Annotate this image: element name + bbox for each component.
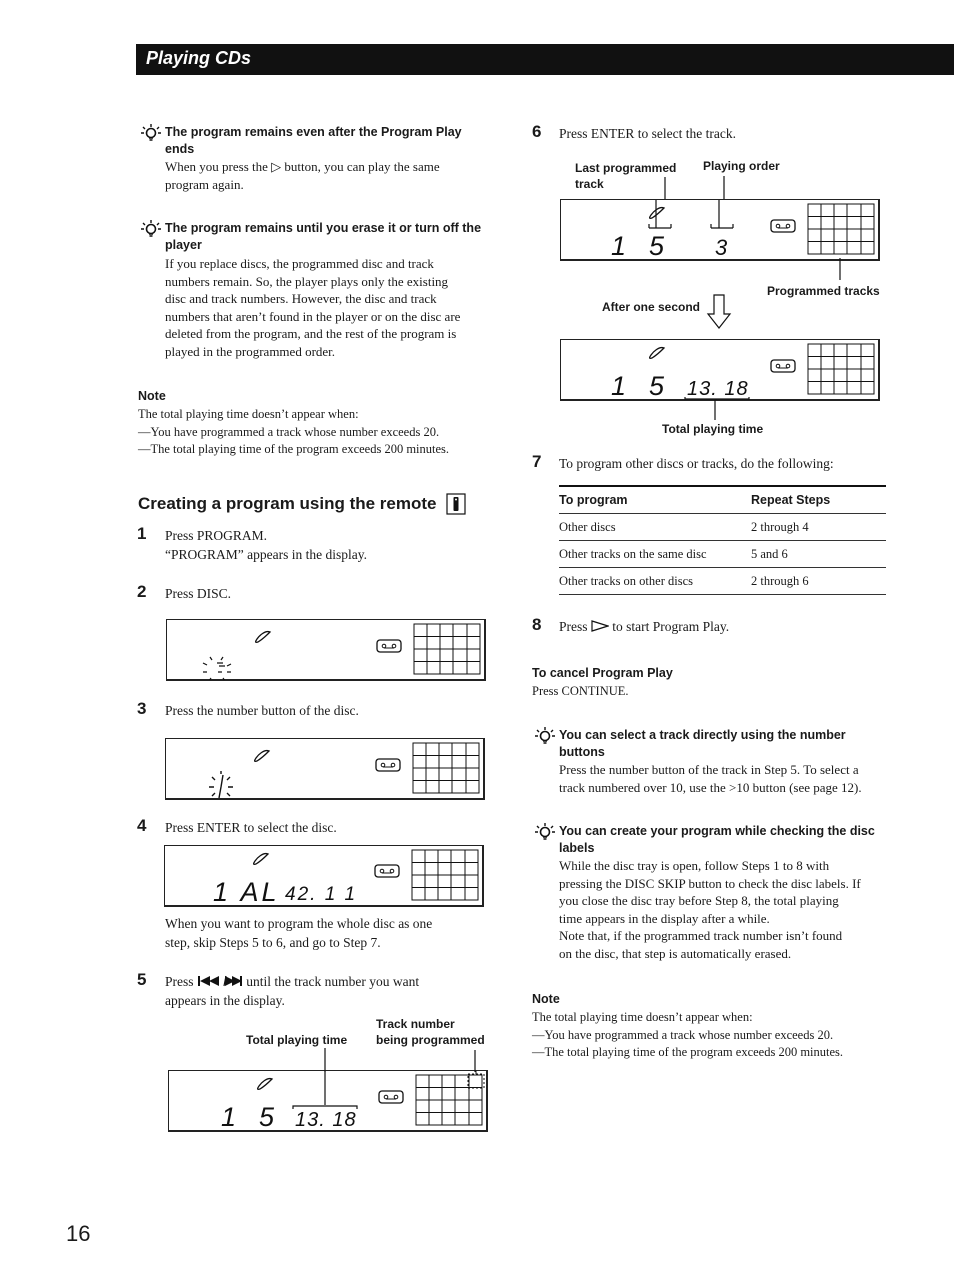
tip-body: Press the number button of the track in Step 5. To select a track numbered over 10, use the >10 button (see page 12). [559, 762, 862, 795]
callout-line [663, 177, 667, 201]
label-playing-order: Playing order [703, 159, 780, 173]
lcd-disc-digit: 1 [221, 1102, 237, 1131]
cancel-text: Press CONTINUE. [532, 684, 629, 698]
lcd-disc-digit: 1 [611, 371, 627, 400]
blinking-digit-icon [203, 657, 231, 680]
step-text: Press until the track number you want appears in the display. [165, 974, 420, 1008]
arrow-down-icon [706, 294, 732, 330]
note-title: Note [532, 992, 560, 1006]
music-calendar-grid [413, 743, 479, 793]
lcd-time-text: 13. 18 [295, 1109, 357, 1131]
step-number: 6 [532, 122, 542, 141]
tape-indicator-icon [771, 360, 795, 372]
step-number: 2 [137, 582, 147, 601]
tape-indicator-icon [771, 220, 795, 232]
table-cell: Other tracks on the same disc [559, 541, 751, 568]
hint-lightbulb-icon [140, 122, 162, 144]
lcd-track-digit: 5 [649, 231, 665, 260]
note-body: The total playing time doesn’t appear when: —You have programmed a track whose number exceeds 20. —The total playing time of the program exceeds 200 minutes. [138, 407, 450, 457]
table-cell: Other tracks on other discs [559, 568, 751, 595]
table-cell: Other discs [559, 514, 751, 541]
step-number: 7 [532, 452, 542, 471]
hint-lightbulb-icon [140, 218, 162, 240]
step-number: 8 [532, 615, 542, 634]
disc-indicator-icon [650, 348, 664, 359]
label-total-playing-time: Total playing time [246, 1033, 348, 1047]
step-text: To program other discs or tracks, do the following: [559, 456, 834, 471]
section-header-bar [136, 44, 954, 75]
section-header-title: Playing CDs [146, 48, 252, 68]
table-cell: 2 through 6 [751, 568, 886, 595]
label-total-playing-time: Total playing time [662, 422, 764, 436]
table-row [559, 514, 886, 541]
table-row [559, 541, 886, 568]
lcd-track-digit: 5 [259, 1102, 275, 1131]
tape-indicator-icon [377, 640, 401, 652]
table-header-cell: To program [559, 486, 751, 514]
lcd-disc-digit: 1 [611, 231, 627, 260]
disc-indicator-icon [650, 208, 664, 219]
step-text: Press ENTER to select the disc. [165, 820, 337, 835]
program-steps-table [559, 485, 886, 595]
music-calendar-grid [416, 1071, 484, 1125]
lcd-display-disc-number [165, 738, 485, 800]
lcd-track-digit: 5 [649, 371, 665, 400]
step-note: When you want to program the whole disc as one step, skip Steps 5 to 6, and go to Step 7. [165, 916, 433, 950]
hint-lightbulb-icon [534, 821, 556, 843]
table-cell: 2 through 4 [751, 514, 886, 541]
callout-line [293, 1071, 357, 1109]
music-calendar-grid [808, 204, 874, 254]
callout-line [838, 258, 842, 280]
remote-control-icon [446, 493, 466, 515]
label-track-number: Track number being programmed [376, 1017, 485, 1047]
note-title: Note [138, 389, 166, 403]
disc-indicator-icon [254, 854, 268, 865]
lcd-order-digit: 3 [715, 235, 728, 260]
skip-prev-next-icon [197, 975, 243, 987]
lcd-display-track [168, 1070, 488, 1132]
lcd-display-whole-disc [164, 845, 484, 907]
table-header-cell: Repeat Steps [751, 486, 886, 514]
step-number: 3 [137, 699, 147, 718]
callout-line [713, 400, 717, 420]
tape-indicator-icon [379, 1091, 403, 1103]
lcd-display-playing-order [560, 199, 880, 261]
tip-title: You can create your program while checking the disc labels [559, 824, 875, 855]
step-text: Press ENTER to select the track. [559, 126, 736, 141]
play-icon [591, 620, 609, 632]
blinking-digit-icon [209, 771, 233, 798]
music-calendar-grid [412, 850, 478, 900]
table-header-row [559, 486, 886, 514]
label-after-one-second: After one second [602, 300, 701, 314]
step-text: Press to start Program Play. [559, 619, 730, 634]
tip-title: The program remains even after the Program Play ends [165, 125, 462, 156]
lcd-segment-text: 1 AL [213, 877, 280, 906]
lcd-time-text: 42. 1 1 [285, 884, 358, 905]
lcd-time-text: 13. 18 [687, 378, 749, 400]
tip-body: If you replace discs, the programmed disc and track numbers remain. So, the player plays only the existing disc and track numbers. However, the disc and track numbers that aren’t found in the player or on the disc are deleted from the program, and the rest of the program is played in the programmed order. [165, 256, 461, 359]
step-text: Press PROGRAM. “PROGRAM” appears in the display. [165, 528, 367, 562]
step-text: Press DISC. [165, 586, 232, 601]
step-number: 1 [137, 524, 147, 543]
music-calendar-grid [808, 344, 874, 394]
step-text: Press the number button of the disc. [165, 703, 359, 718]
callout-line [649, 200, 733, 228]
music-calendar-grid [414, 624, 480, 674]
tip-body: While the disc tray is open, follow Steps 1 to 8 with pressing the DISC SKIP button to check the disc labels. If you close the disc tray before Step 8, the total playing time appears in the display after a while. Note that, if the programmed track number isn’t found on the disc, that step is automatically erased. [559, 858, 861, 961]
lcd-display-disc [166, 619, 486, 681]
section-title: Creating a program using the remote [138, 494, 437, 513]
label-programmed-tracks: Programmed tracks [767, 284, 880, 298]
table-row [559, 568, 886, 595]
hint-lightbulb-icon [534, 725, 556, 747]
page-number: 16 [66, 1221, 91, 1246]
callout-line [322, 1048, 328, 1072]
disc-indicator-icon [256, 632, 270, 643]
table-cell: 5 and 6 [751, 541, 886, 568]
label-last-programmed-track: Last programmed track [575, 161, 677, 191]
tip-title: You can select a track directly using the number buttons [559, 728, 846, 759]
tip-body: When you press the ▷ button, you can play the same program again. [165, 159, 440, 192]
cancel-title: To cancel Program Play [532, 666, 673, 680]
lcd-display-total-time [560, 339, 880, 401]
tape-indicator-icon [375, 865, 399, 877]
note-body: The total playing time doesn’t appear when: —You have programmed a track whose number exceeds 20. —The total playing time of the program exceeds 200 minutes. [532, 1010, 844, 1060]
tape-indicator-icon [376, 759, 400, 771]
callout-line [472, 1050, 478, 1072]
disc-indicator-icon [258, 1079, 272, 1090]
disc-indicator-icon [255, 751, 269, 762]
tip-title: The program remains until you erase it or turn off the player [165, 221, 482, 252]
callout-line [722, 176, 726, 201]
step-number: 4 [137, 816, 147, 835]
step-number: 5 [137, 970, 147, 989]
